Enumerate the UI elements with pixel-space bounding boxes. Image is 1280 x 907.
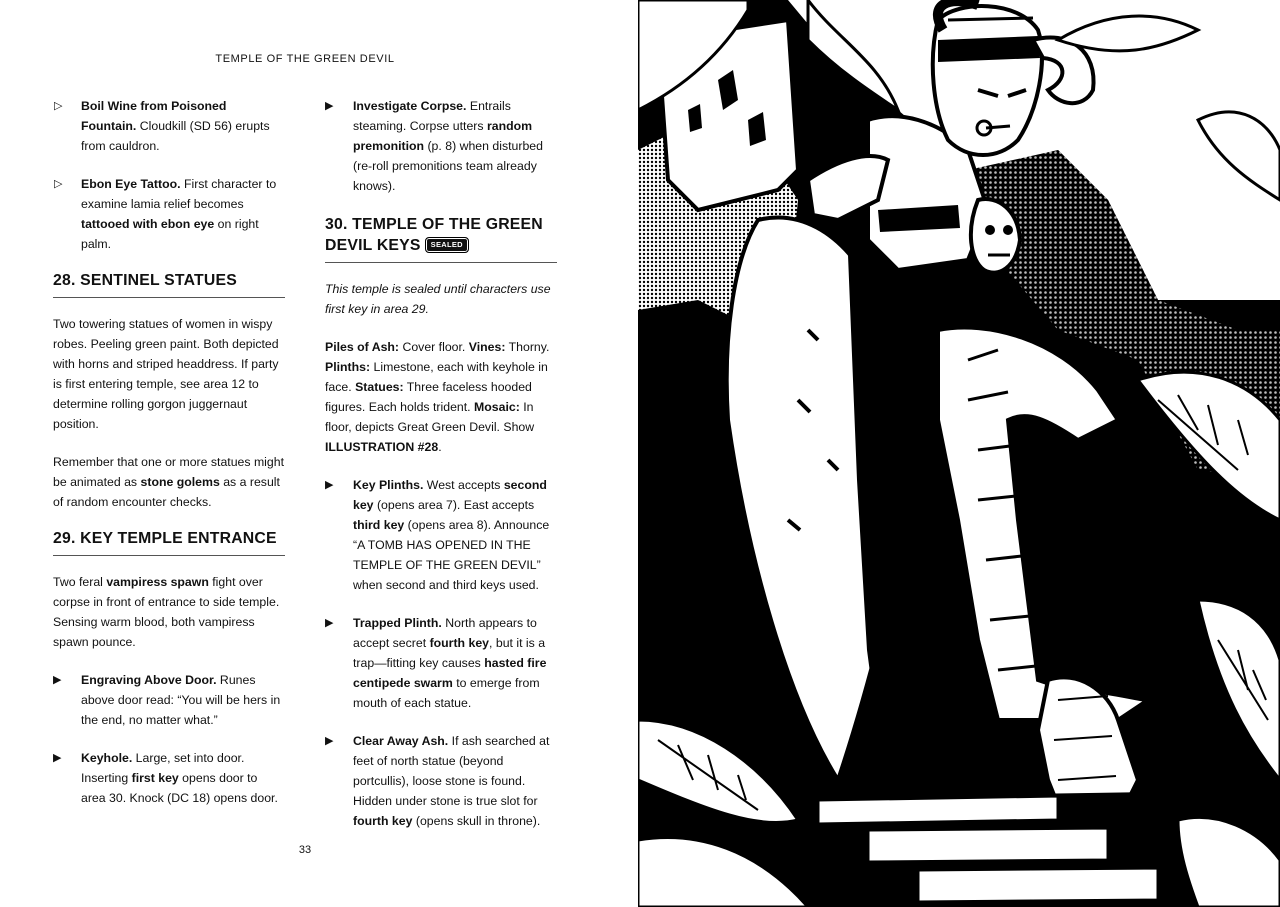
section-29-paragraph: Two feral vampiress spawn fight over corpse in front of entrance to side temple. Sensing warm blood, both vampiress spawn pounce. [53,575,280,649]
text-run: (opens area 8). Announce “A TOMB HAS OPENED IN THE TEMPLE OF THE GREEN DEVIL” when second and third keys used. [353,518,550,592]
text-run: Three faceless hooded figures. Each holds trident. [325,380,532,414]
bold-run: fourth key [429,636,490,650]
text-run: . [438,440,442,454]
solid-triangle-icon: ▶ [325,617,334,629]
section-30-intro: This temple is sealed until characters use first key in area 29. [325,282,551,316]
left-page [0,0,638,907]
list-item: ▶ Keyhole. Large, set into door. Inserting first key opens door to area 30. Knock (DC 18) opens door. [53,748,285,808]
bullet-title: Engraving Above Door. [81,673,217,687]
list-item: ▶ Investigate Corpse. Entrails steaming. Corpse utters random premonition (p. 8) when disturbed (re-roll premonitions team already knows). [325,96,557,196]
bold-run: third key [353,518,405,532]
bullet-title: Ebon Eye Tattoo. [81,177,181,191]
bold-run: fourth key [353,814,413,828]
bullet-title: Keyhole. [81,751,133,765]
text-run: (opens skull in throne). [412,814,541,828]
hollow-triangle-icon: ▷ [54,100,63,112]
sealed-badge: SEALED [425,237,469,253]
bold-run: Trapped Plinth. [353,616,442,630]
bold-run: ILLUSTRATION #28 [325,440,439,454]
hollow-triangle-icon: ▷ [54,178,63,190]
bold-run: hasted fire centipede swarm [353,656,547,690]
illustration-panel [638,0,1280,907]
demon-queen-illustration [638,0,1280,907]
page-number: 33 [298,844,312,856]
right-column [325,96,557,849]
bullet-text [353,731,557,831]
bold-run: Clear Away Ash. [353,734,449,748]
text-run: West accepts [423,478,504,492]
text-run: In floor, depicts Great Green Devil. Show [325,400,535,434]
section-29-heading: 29. KEY TEMPLE ENTRANCE [53,528,285,556]
bullet-title: Boil Wine from Poisoned Fountain. [81,99,227,133]
solid-triangle-icon: ▶ [325,479,334,491]
solid-triangle-icon: ▶ [325,100,334,112]
list-item [325,475,557,595]
text-run: (opens area 7). East accepts [373,498,535,512]
bullet-text [353,613,557,713]
bullet-text: First character to examine lamia relief becomes [81,177,277,211]
section-28-heading: 28. SENTINEL STATUES [53,270,285,298]
text-run: Limestone, each with keyhole in face. [325,360,548,394]
running-head: TEMPLE OF THE GREEN DEVIL [215,53,395,65]
bullet-text [353,475,557,595]
list-item [325,731,557,831]
left-column [53,96,285,826]
text-run: Cover floor. [399,340,469,354]
solid-triangle-icon: ▶ [325,735,334,747]
bold-run: Vines: [468,340,506,354]
section-30-description [325,337,557,457]
list-item [325,613,557,713]
list-item [53,670,285,730]
section-28-paragraph: Two towering statues of women in wispy robes. Peeling green paint. Both depicted with horns and striped headdress. If party is first entering temple, see area 12 to determine rolling gorgon juggernaut position. [53,317,279,431]
bullet-text: on right palm. [81,217,259,251]
section-30-heading: 30. TEMPLE OF THE GREEN DEVIL KEYS SEALED [325,214,557,263]
list-item [26,174,285,254]
text-run: , but it is a trap—fitting key causes [353,636,546,670]
text-run: North appears to accept secret [353,616,537,650]
text-run: If ash searched at feet of north statue (beyond portcullis), loose stone is found. Hidden under stone is true slot for [353,734,550,808]
section-28-paragraph-2: Remember that one or more statues might be animated as stone golems as a result of random encounter checks. [53,455,285,509]
section-30-bullets [325,475,557,831]
solid-triangle-icon: ▶ [53,674,62,686]
bold-run: Statues: [355,380,404,394]
bold-run: Mosaic: [474,400,520,414]
bold-run: Plinths: [325,360,371,374]
bold-run: Key Plinths. [353,478,424,492]
bold-run: second key [353,478,547,512]
text-run: to emerge from mouth of each statue. [353,676,540,710]
bullet-bold-text: tattooed with ebon eye [81,217,215,231]
bullet-text: Runes above door read: “You will be hers in the end, no matter what.” [81,673,281,727]
bullet-title: Investigate Corpse. [353,99,467,113]
solid-triangle-icon: ▶ [53,752,62,764]
bold-run: Piles of Ash: [325,340,400,354]
list-item [26,96,285,156]
bullet-text: Cloudkill (SD 56) erupts from cauldron. [81,119,270,153]
text-run: Thorny. [505,340,550,354]
